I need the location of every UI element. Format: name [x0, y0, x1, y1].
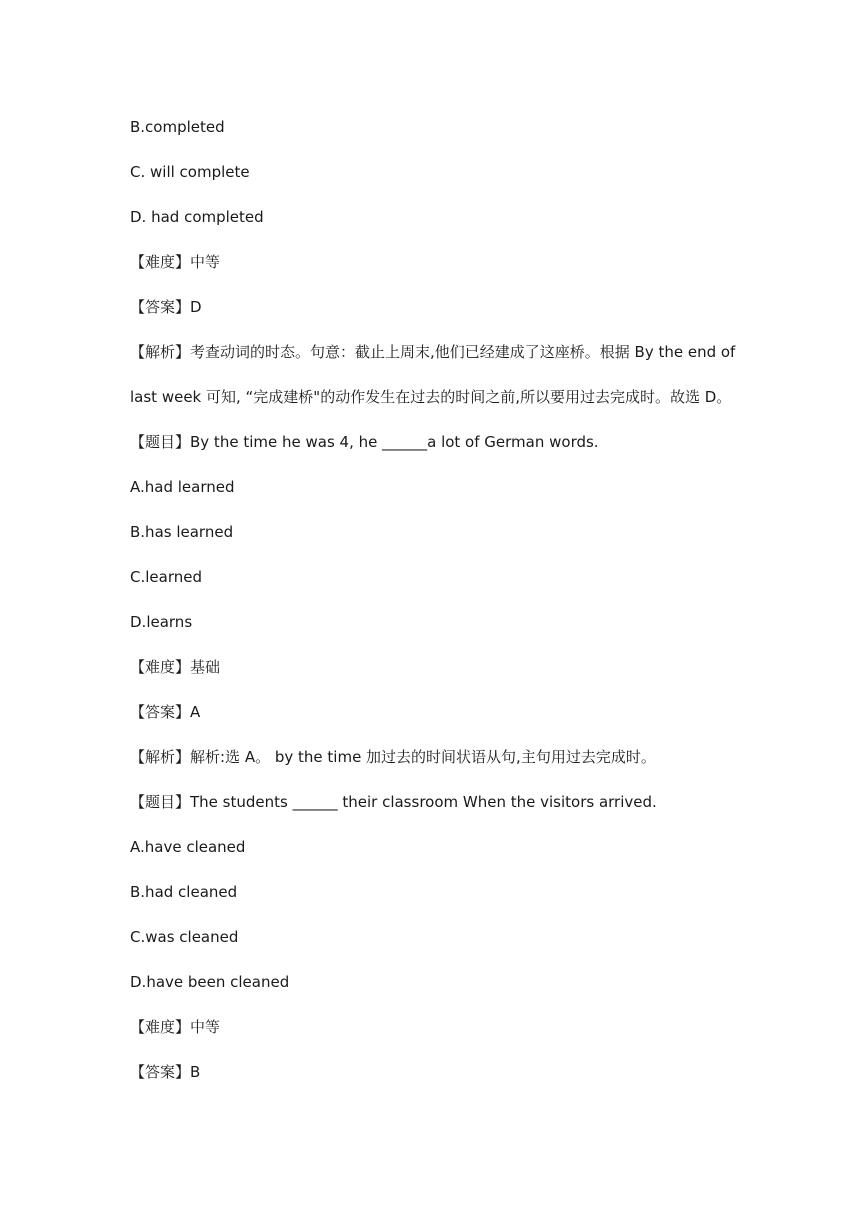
answer-label: 【答案】A: [130, 703, 201, 721]
analysis-text-line-2: last week 可知, “完成建桥"的动作发生在过去的时间之前,所以要用过去完成时。故选 D。: [130, 388, 732, 406]
option-b-completed: B.completed: [130, 118, 225, 136]
analysis-text-line-1: 【解析】考查动词的时态。句意：截止上周末,他们已经建成了这座桥。根据 By the end of: [130, 343, 736, 361]
option-c-learned: C.learned: [130, 568, 202, 586]
difficulty-label: 【难度】中等: [130, 253, 221, 271]
difficulty-label: 【难度】基础: [130, 658, 221, 676]
question-text: 【题目】By the time he was 4, he ______a lot of German words.: [130, 433, 599, 451]
option-d-had-completed: D. had completed: [130, 208, 264, 226]
option-a-had-learned: A.had learned: [130, 478, 235, 496]
answer-label: 【答案】D: [130, 298, 202, 316]
option-c-will-complete: C. will complete: [130, 163, 250, 181]
answer-label: 【答案】B: [130, 1063, 201, 1081]
option-d-learns: D.learns: [130, 613, 193, 631]
option-a-have-cleaned: A.have cleaned: [130, 838, 246, 856]
option-b-had-cleaned: B.had cleaned: [130, 883, 238, 901]
option-c-was-cleaned: C.was cleaned: [130, 928, 239, 946]
option-d-have-been-cleaned: D.have been cleaned: [130, 973, 290, 991]
difficulty-label: 【难度】中等: [130, 1018, 221, 1036]
question-text: 【题目】The students ______ their classroom When the visitors arrived.: [130, 793, 657, 811]
analysis-text: 【解析】解析:选 A。 by the time 加过去的时间状语从句,主句用过去完成时。: [130, 748, 656, 766]
option-b-has-learned: B.has learned: [130, 523, 234, 541]
